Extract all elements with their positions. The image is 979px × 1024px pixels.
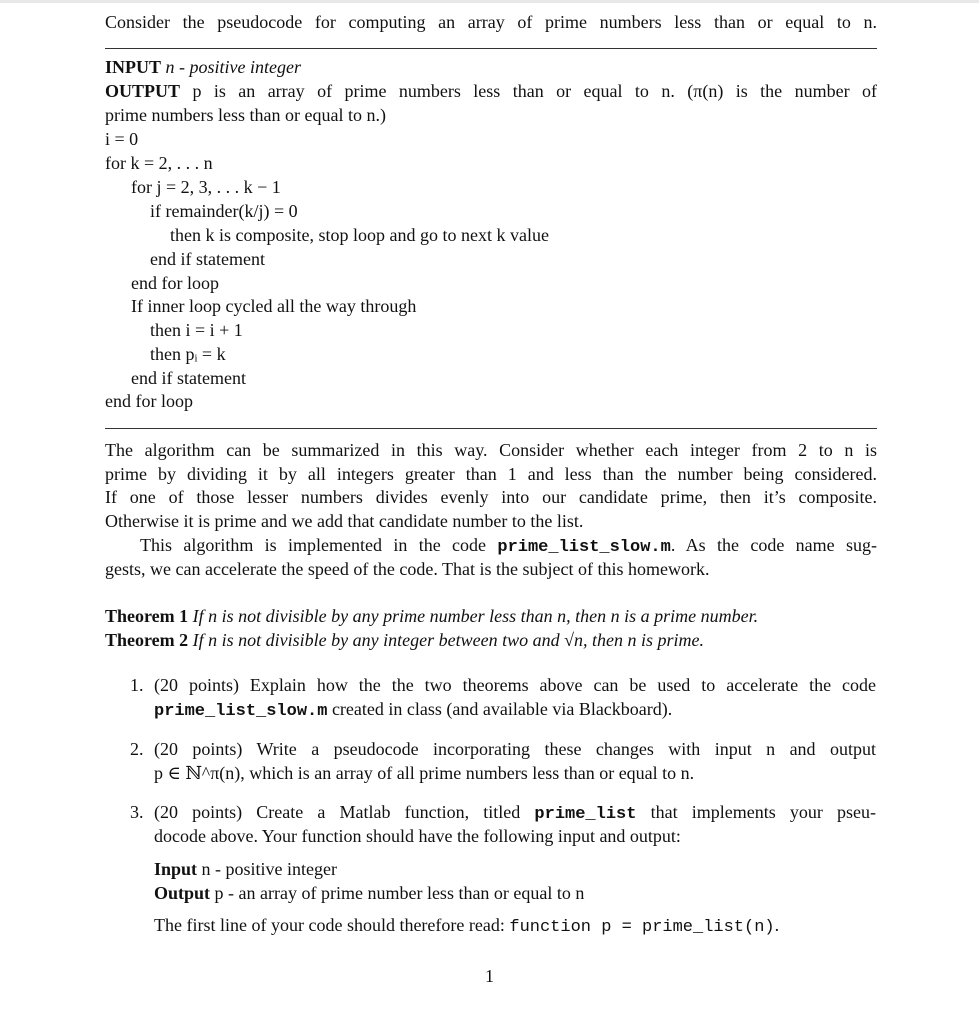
theorem-text: If n is not divisible by any prime number less than n, then n is a prime number. [192, 606, 759, 626]
output-desc: p - an array of prime number less than or equal to n [214, 883, 585, 903]
theorem-label: Theorem 2 [105, 630, 189, 650]
pseudo-output-cont: prime numbers less than or equal to n.) [105, 105, 386, 125]
function-name: prime_list [534, 805, 637, 824]
pseudo-line: end for loop [105, 391, 193, 411]
q3-output [154, 882, 584, 904]
q3-first-line [154, 914, 779, 939]
input-desc: n - positive integer [165, 57, 301, 77]
question-number: 3. [130, 802, 144, 822]
pseudo-line: then k is composite, stop loop and go to next k value [170, 225, 549, 245]
summary-line: prime by dividing it by all integers greater than 1 and less than the number being considered. [105, 464, 877, 484]
q3-input [154, 858, 337, 880]
pseudo-line: then pᵢ = k [150, 344, 226, 364]
theorem-text: If n is not divisible by any integer between two and √n, then n is prime. [192, 630, 704, 650]
question-3-text [154, 801, 876, 826]
theorem-1 [105, 605, 758, 627]
question-2-text: (20 points) Write a pseudocode incorporating these changes with input n and output [154, 739, 876, 759]
question-1-text: (20 points) Explain how the the two theorems above can be used to accelerate the code [154, 675, 876, 695]
code-filename: prime_list_slow.m [154, 702, 328, 721]
summary-line: Otherwise it is prime and we add that candidate number to the list. [105, 511, 584, 531]
pseudo-line: i = 0 [105, 129, 139, 149]
question-text: The first line of your code should therefore read: [154, 915, 510, 935]
question-3-cont: docode above. Your function should have the following input and output: [154, 826, 681, 846]
bottom-rule [105, 428, 877, 429]
question-1-cont [154, 698, 672, 723]
top-rule [105, 48, 877, 49]
question-text: created in class (and available via Blackboard). [327, 699, 673, 719]
summary-line: If one of those lesser numbers divides evenly into our candidate prime, then it’s composite. [105, 487, 877, 507]
pseudo-line: If inner loop cycled all the way through [131, 296, 417, 316]
summary-para2-cont: gests, we can accelerate the speed of the code. That is the subject of this homework. [105, 559, 710, 579]
para2-text: . As the code name sug- [670, 535, 878, 555]
pseudo-line: for j = 2, 3, . . . k − 1 [131, 177, 281, 197]
pseudo-line: end if statement [150, 249, 265, 269]
pseudo-line: if remainder(k/j) = 0 [150, 201, 298, 221]
input-keyword: Input [154, 859, 198, 879]
question-number: 2. [130, 739, 144, 759]
pseudo-line: end if statement [131, 368, 246, 388]
summary-para2 [140, 534, 877, 559]
output-desc: p is an array of prime numbers less than or equal to n. (π(n) is the number of [192, 81, 877, 101]
pseudo-line: for k = 2, . . . n [105, 153, 213, 173]
input-desc: n - positive integer [201, 859, 337, 879]
input-keyword: INPUT [105, 57, 162, 77]
pseudo-input [105, 56, 301, 78]
pseudo-line: then i = i + 1 [150, 320, 243, 340]
pseudo-line: end for loop [131, 273, 219, 293]
page-number: 1 [485, 966, 494, 986]
summary-line: The algorithm can be summarized in this way. Consider whether each integer from 2 to n is [105, 440, 877, 460]
pseudo-output [105, 80, 877, 102]
question-text: that implements your pseu- [636, 802, 876, 822]
question-number: 1. [130, 675, 144, 695]
output-keyword: Output [154, 883, 211, 903]
question-2-cont: p ∈ ℕ^π(n), which is an array of all prime numbers less than or equal to n. [154, 763, 695, 783]
intro-text: Consider the pseudocode for computing an array of prime numbers less than or equal to n. [105, 12, 877, 32]
question-text: (20 points) Create a Matlab function, titled [154, 802, 535, 822]
code-filename: prime_list_slow.m [497, 538, 671, 557]
theorem-label: Theorem 1 [105, 606, 189, 626]
function-signature: function p = prime_list(n) [509, 918, 775, 937]
theorem-2 [105, 629, 704, 651]
para2-text: This algorithm is implemented in the code [140, 535, 498, 555]
question-text: . [774, 915, 780, 935]
output-keyword: OUTPUT [105, 81, 181, 101]
